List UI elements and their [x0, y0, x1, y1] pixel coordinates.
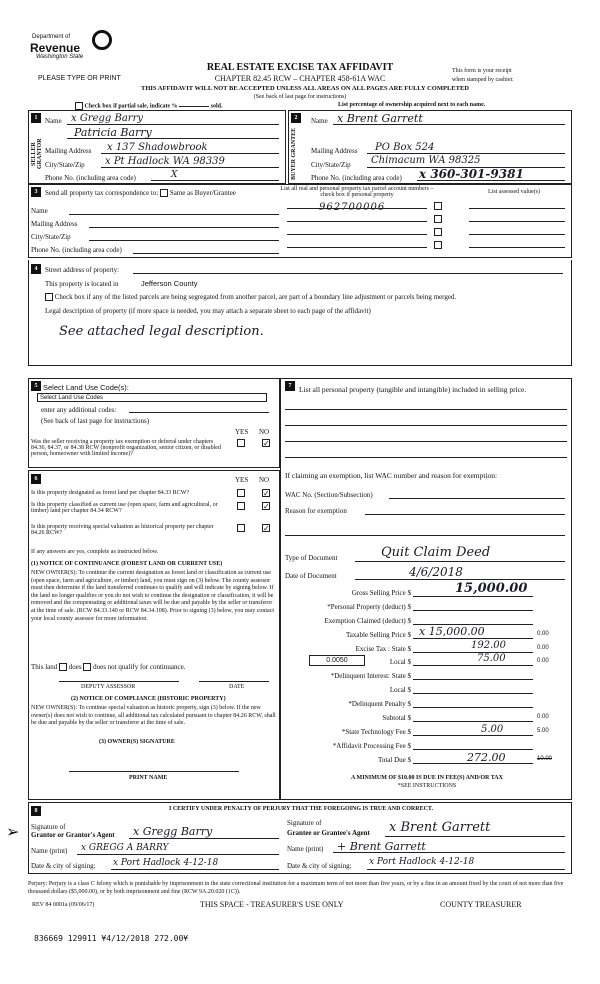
date-label: DATE	[229, 684, 245, 690]
dept-line3: Washington State	[36, 54, 84, 60]
grantor-signature[interactable]: x Gregg Barry	[133, 825, 213, 838]
seller-side-label: SELLER GRANTOR	[31, 138, 43, 170]
seller-phone-label: Phone No. (including area code)	[45, 174, 136, 182]
personal-deduct-field[interactable]	[413, 601, 533, 611]
grantor-sig-label-1: Signature of	[31, 823, 66, 831]
notice2-title: (2) NOTICE OF COMPLIANCE (HISTORIC PROPERTY)	[71, 696, 226, 702]
owner-sig-label: (3) OWNER(S) SIGNATURE	[99, 739, 175, 745]
grantee-date-field[interactable]: x Port Hadlock 4-12-18	[369, 857, 475, 867]
logo-mark-icon	[92, 30, 112, 50]
grantor-date-field[interactable]: x Port Hadlock 4-12-18	[113, 858, 219, 868]
reason-field[interactable]	[365, 505, 565, 515]
del-penalty-label: *Delinquent Penalty $	[348, 700, 411, 708]
section-1-badge: 1	[31, 113, 41, 123]
section-3-badge: 3	[31, 187, 41, 197]
grantee-date-label: Date & city of signing:	[287, 862, 352, 870]
grantee-sig-label-2: Grantee or Grantee's Agent	[287, 829, 370, 837]
buyer-city-field[interactable]: Chimacum WA 98325	[371, 155, 481, 166]
buyer-mailing-field[interactable]: PO Box 524	[375, 142, 435, 153]
section-8-badge: 8	[31, 806, 41, 816]
forest-yes-checkbox[interactable]	[237, 489, 245, 497]
s6-yes-label: YES	[235, 476, 249, 484]
del-penalty-field[interactable]	[413, 698, 533, 708]
section-3	[28, 184, 572, 258]
doc-type-field[interactable]: Quit Claim Deed	[381, 545, 491, 560]
dept-line2: Revenue	[30, 41, 81, 55]
s3-mailing-field[interactable]	[89, 218, 279, 228]
taxable-field[interactable]: x 15,000.00	[419, 625, 485, 638]
s6-no-label: NO	[259, 476, 270, 484]
print-name-line[interactable]	[69, 771, 239, 772]
parcel-field-3[interactable]	[287, 234, 427, 235]
historic-question: Is this property receiving special valuation as historical property per chapter 84.26 RCW?	[31, 524, 214, 536]
current-use-no-checkbox[interactable]	[262, 502, 270, 510]
seller-name2-field[interactable]: Patricia Barry	[74, 126, 152, 139]
county-value[interactable]: Jefferson County	[141, 279, 198, 288]
section-2-badge: 2	[291, 113, 301, 123]
wac-field[interactable]	[389, 489, 565, 499]
partial-sale-checkbox[interactable]	[75, 102, 83, 110]
county-treasurer: COUNTY TREASURER	[440, 900, 522, 909]
s3-city-label: City/State/Zip	[31, 233, 71, 241]
land-use-select[interactable]: Select Land Use Codes	[37, 393, 267, 402]
assessed-field-4[interactable]	[469, 247, 565, 248]
grantor-name-label: Name (print)	[31, 847, 68, 855]
local-label: Local $	[389, 658, 411, 666]
send-all-label: Send all property tax correspondence to: Same as Buyer/Grantee	[45, 189, 236, 197]
ownership-note: List percentage of ownership acquired next to each name.	[338, 102, 486, 108]
segregated-row: Check box if any of the listed parcels are being segregated from another parcel, are part of a boundary line adjustment or parcels being merged.	[45, 293, 456, 301]
del-interest-label: *Delinquent Interest: State $	[330, 672, 411, 680]
tech-fee-label: *State Technology Fee $	[341, 728, 411, 736]
section-7-badge: 7	[285, 381, 295, 391]
del-interest-field[interactable]	[413, 670, 533, 680]
subtotal-label: Subtotal $	[382, 714, 411, 722]
parcel-field-2[interactable]	[287, 221, 427, 222]
s3-name-label: Name	[31, 207, 48, 215]
list-all-personal: List all personal property (tangible and intangible) included in selling price.	[299, 385, 527, 394]
s5-yes-checkbox[interactable]	[237, 439, 245, 447]
exemption-deduct-field[interactable]	[413, 615, 533, 625]
exemption-deduct-label: Exemption Claimed (deduct) $	[324, 617, 411, 625]
cashier-stamp: 836669 129911 ¥4/12/2018 272.00¥	[34, 934, 189, 943]
dor-logo	[30, 30, 130, 70]
personal-property-line-1[interactable]	[285, 409, 567, 410]
street-field[interactable]	[133, 264, 563, 274]
personal-property-line-2[interactable]	[285, 425, 567, 426]
treasurer-use: THIS SPACE - TREASURER'S USE ONLY	[200, 900, 344, 909]
section-7	[280, 378, 572, 800]
section-6	[28, 470, 280, 800]
s3-phone-label: Phone No. (including area code)	[31, 246, 122, 254]
section-5-badge: 5	[31, 381, 41, 391]
if-yes-note: If any answers are yes, complete as instructed below.	[31, 549, 159, 555]
form-warning: THIS AFFIDAVIT WILL NOT BE ACCEPTED UNLESS ALL AREAS ON ALL PAGES ARE FULLY COMPLETED	[141, 85, 469, 92]
personal-property-line-4[interactable]	[285, 457, 567, 458]
dept-line1: Department of	[32, 34, 71, 40]
grantee-sig-label-1: Signature of	[287, 819, 322, 827]
s3-city-field[interactable]	[89, 231, 279, 241]
same-as-buyer-checkbox[interactable]	[160, 189, 168, 197]
buyer-name-field[interactable]: x Brent Garrett	[337, 112, 423, 125]
arrow-mark-icon: ➢	[6, 824, 20, 841]
please-type: PLEASE TYPE OR PRINT	[38, 75, 121, 82]
grantor-sig-label-2: Grantor or Grantor's Agent	[31, 831, 115, 839]
s3-phone-field[interactable]	[133, 244, 279, 254]
does-checkbox[interactable]	[59, 663, 67, 671]
local-rate-field[interactable]: 0.0050	[309, 655, 365, 666]
parcel-field-4[interactable]	[287, 247, 427, 248]
seller-phone-field[interactable]: X	[171, 170, 178, 180]
grantor-date-label: Date & city of signing:	[31, 862, 96, 870]
perjury-notice: Perjury: Perjury is a class C felony which is punishable by imprisonment in the state correctional institution for a maximum term of not more than five years, or by a fine in an amount fixed by the court of not more than five thousand dollars ($5,000.00), or by both imprisonment and fine (RCW 9A.20.020 (1C)).	[28, 881, 564, 895]
s5-no-checkbox[interactable]	[262, 439, 270, 447]
additional-codes-field[interactable]	[129, 404, 269, 413]
partial-sale-label: Check box if partial sale, indicate %	[84, 103, 178, 110]
buyer-mailing-label: Mailing Address	[311, 147, 358, 155]
seller-name-field[interactable]: x Gregg Barry	[71, 113, 144, 124]
forest-question: Is this property designated as forest land per chapter 84.33 RCW?	[31, 490, 190, 496]
grantor-name-field[interactable]: x GREGG A BARRY	[81, 843, 169, 853]
print-name-label: PRINT NAME	[129, 775, 168, 781]
seller-mailing-label: Mailing Address	[45, 147, 92, 155]
exemption-question: Was the seller receiving a property tax exemption or deferral under chapters 84.36, 84.37, or 84.38 RCW (nonprofit organization, senior citizen, or disabled person, homeowner with limited income)?	[31, 439, 221, 457]
section-6-badge: 6	[31, 474, 41, 484]
s3-mailing-label: Mailing Address	[31, 220, 78, 228]
historic-yes-checkbox[interactable]	[237, 524, 245, 532]
section-buyer	[288, 110, 572, 184]
historic-no-checkbox[interactable]	[262, 524, 270, 532]
additional-label: enter any additional codes:	[41, 406, 117, 414]
excise-field[interactable]: 192.00	[471, 640, 506, 651]
assessed-header: List assessed value(s)	[488, 189, 540, 195]
seller-name-label: Name	[45, 117, 62, 125]
buyer-side-label: BUYER GRANTEE	[291, 127, 297, 181]
doc-date-label: Date of Document	[285, 572, 337, 580]
total-due-label: Total Due $	[378, 756, 411, 764]
deputy-label: DEPUTY ASSESSOR	[81, 684, 136, 690]
s5-see-back: (See back of last page for instructions)	[41, 417, 150, 425]
buyer-phone-label: Phone No. (including area code)	[311, 174, 402, 182]
form-title: REAL ESTATE EXCISE TAX AFFIDAVIT	[206, 62, 394, 73]
taxable-label: Taxable Selling Price $	[345, 631, 411, 639]
section-4-badge: 4	[31, 264, 41, 274]
current-use-question: Is this property classified as current use (open space, farm and agricultural, or timber) land per chapter 84.34 RCW?	[31, 502, 218, 514]
continuance-row: This land does does not qualify for continuance.	[31, 663, 186, 671]
parcel-header: List all real and personal property tax parcel account numbers – check box if personal property	[280, 186, 434, 198]
certify-statement: I CERTIFY UNDER PENALTY OF PERJURY THAT THE FOREGOING IS TRUE AND CORRECT.	[168, 806, 433, 812]
notice2-body: NEW OWNER(S): To continue special valuation as historic property, sign (3) below. If the new owner(s) does not wish to continue, all additional tax calculated pursuant to chapter 84.26 RCW, shall be due and payable by the seller or transferor at the time of sale.	[31, 705, 276, 727]
doc-type-label: Type of Document	[285, 554, 338, 562]
total-due-field[interactable]: 272.00	[467, 751, 506, 764]
see-back: (See back of last page for instructions)	[253, 94, 347, 100]
personal-property-checkbox-3[interactable]	[434, 228, 442, 236]
assessed-field-2[interactable]	[469, 221, 565, 222]
notice1-body: NEW OWNER(S): To continue the current designation as forest land or classification as current use (open space, farm and agriculture, or timber) land, you must sign on (3) below. The county assessor must then determine if the land transferred continues to qualify and will indicate by signing below. If the land no longer qualifies or you do not wish to continue the designation or classification, it will be removed and the compensating or additional taxes will be due and payable by the seller or transferor at the time of sale. (RCW 84.33.140 or RCW 84.34.108). Prior to signing (3) below, you may contact your local county assessor for more information.	[31, 570, 275, 622]
grantee-name-field[interactable]: + Brent Garrett	[337, 840, 426, 853]
subtotal-field[interactable]	[413, 712, 533, 722]
reason-label: Reason for exemption	[285, 507, 347, 515]
tech-fee-field[interactable]: 5.00	[481, 724, 504, 735]
personal-property-checkbox-4[interactable]	[434, 241, 442, 249]
taxable-typed: 0.00	[537, 631, 549, 637]
parcel-field-1[interactable]: 962700006	[319, 202, 386, 213]
s5-no-label: NO	[259, 428, 270, 436]
legal-label: Legal description of property (if more space is needed, you may attach a separate sheet to each page of the affidavit)	[45, 307, 371, 315]
total-due-typed: 10.00	[537, 756, 553, 762]
land-use-label: Select Land Use Code(s):	[43, 383, 129, 392]
claiming-label: If claiming an exemption, list WAC number and reason for exemption:	[285, 471, 498, 480]
tech-fee-typed: 5.00	[537, 728, 549, 734]
notice1-title: (1) NOTICE OF CONTINUANCE (FOREST LAND OR CURRENT USE)	[31, 561, 223, 567]
personal-deduct-label: *Personal Property (deduct) $	[327, 603, 411, 611]
affidavit-fee-label: *Affidavit Processing Fee $	[332, 742, 411, 750]
street-label: Street address of property:	[45, 266, 120, 274]
buyer-name-label: Name	[311, 117, 328, 125]
excise-label: Excise Tax : State $	[355, 645, 411, 653]
affidavit-fee-field[interactable]	[413, 740, 533, 750]
forest-no-checkbox[interactable]	[262, 489, 270, 497]
seller-city-label: City/State/Zip	[45, 161, 85, 169]
section-8	[28, 802, 572, 874]
buyer-phone-field[interactable]: x 360-301-9381	[419, 167, 524, 181]
section-seller	[28, 110, 286, 184]
buyer-city-label: City/State/Zip	[311, 161, 351, 169]
current-use-yes-checkbox[interactable]	[237, 502, 245, 510]
gross-field[interactable]: 15,000.00	[455, 581, 528, 596]
minimum-note: A MINIMUM OF $10.00 IS DUE IN FEE(S) AND/OR TAX	[351, 775, 503, 781]
grantee-signature[interactable]: x Brent Garrett	[389, 820, 491, 835]
gross-label: Gross Selling Price $	[351, 589, 411, 597]
receipt-note-1: This form is your receipt	[452, 68, 512, 74]
wac-label: WAC No. (Section/Subsection)	[285, 491, 373, 499]
local-typed: 0.00	[537, 658, 549, 664]
legal-description-field[interactable]: See attached legal description.	[59, 324, 264, 339]
subtotal-typed: 0.00	[537, 714, 549, 720]
section-5	[28, 378, 280, 468]
local2-field[interactable]	[413, 684, 533, 694]
partial-sale-row	[75, 102, 223, 110]
local2-label: Local $	[389, 686, 411, 694]
doc-date-field[interactable]: 4/6/2018	[409, 565, 463, 579]
excise-typed: 0.00	[537, 645, 549, 651]
personal-property-checkbox-2[interactable]	[434, 215, 442, 223]
see-instructions: *SEE INSTRUCTIONS	[397, 783, 457, 789]
receipt-note-2: when stamped by cashier.	[452, 77, 514, 83]
form-chapter: CHAPTER 82.45 RCW – CHAPTER 458-61A WAC	[214, 74, 386, 83]
seller-mailing-field[interactable]: x 137 Shadowbrook	[107, 142, 208, 153]
does-not-checkbox[interactable]	[83, 663, 91, 671]
sold-label: sold.	[210, 103, 223, 110]
section-4	[28, 260, 572, 366]
local-field[interactable]: 75.00	[477, 653, 506, 664]
seller-city-field[interactable]: x Pt Hadlock WA 98339	[105, 156, 225, 167]
rev-number: REV 84 0001a (09/06/17)	[32, 902, 95, 908]
personal-property-checkbox-1[interactable]	[434, 202, 442, 210]
located-in-label: This property is located in	[45, 280, 119, 288]
assessed-field-3[interactable]	[469, 234, 565, 235]
s3-name-field[interactable]	[69, 205, 279, 215]
personal-property-line-3[interactable]	[285, 441, 567, 442]
deputy-date-line[interactable]	[199, 681, 269, 682]
s5-yes-label: YES	[235, 428, 249, 436]
assessed-field-1[interactable]	[469, 208, 565, 209]
segregated-checkbox[interactable]	[45, 293, 53, 301]
grantee-name-label: Name (print)	[287, 845, 324, 853]
deputy-sig-line[interactable]	[59, 681, 179, 682]
